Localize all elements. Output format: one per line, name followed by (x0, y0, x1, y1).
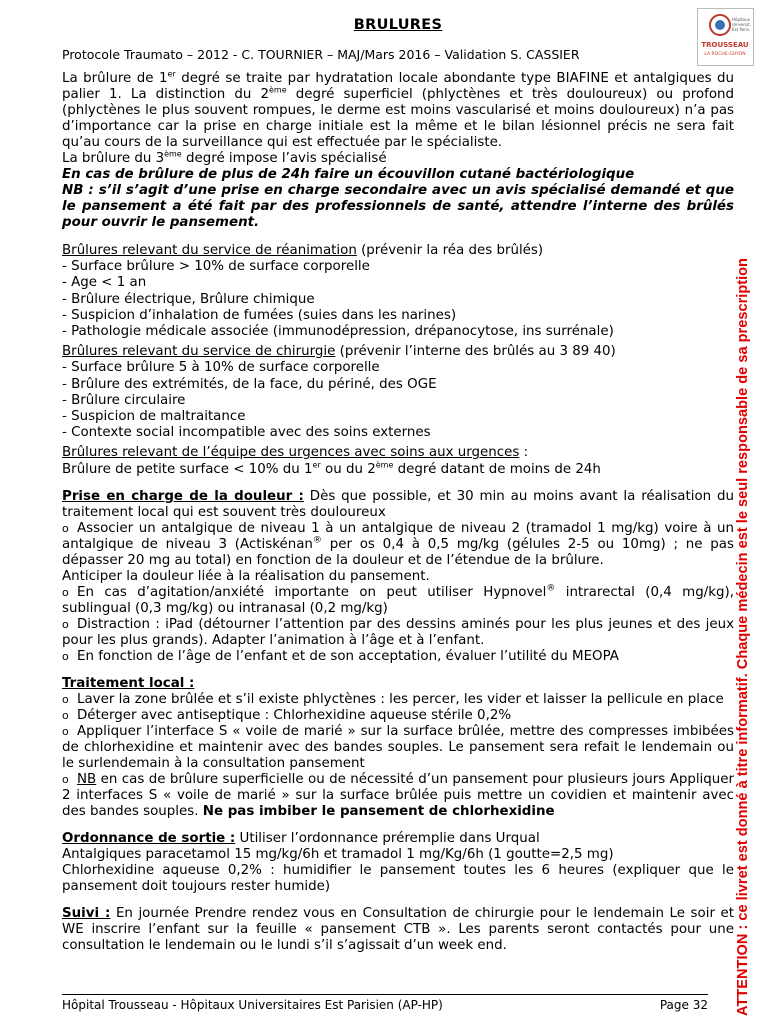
list-item: - Age < 1 an (62, 275, 147, 291)
list-item: - Brûlure des extrémités, de la face, du périné, des OGE (62, 376, 437, 392)
list-item: - Suspicion de maltraitance (62, 409, 246, 425)
list-item: - Suspicion d’inhalation de fumées (suies dans les narines) (62, 307, 457, 323)
local-item: o NB en cas de brûlure superficielle ou de nécessité d’un pansement pour plusieurs jours Appliquer 2 interfaces S « voile de marié » sur la surface brûlée puis mettre un covidien et maintenir avec des bandes souples. Ne pas imbiber le pansement de chlorhexidine (62, 772, 734, 820)
ordonnance-line: Antalgiques paracetamol 15 mg/kg/6h et tramadol 1 mg/Kg/6h (1 goutte=2,5 mg) (62, 847, 614, 863)
footer-hospital: Hôpital Trousseau - Hôpitaux Universitaires Est Parisien (AP-HP) (62, 998, 443, 1012)
douleur-item: o Distraction : iPad (détourner l’attention par des dessins aminés pour les plus jeunes et des jeux pour les plus grands). Adapter l’animation à l’âge et à l’enfant. (62, 616, 734, 648)
page-number: Page 32 (659, 998, 708, 1012)
intro-section (62, 71, 734, 231)
svg-text:Est Paris.: Est Paris. (732, 27, 751, 32)
local-item: o Laver la zone brûlée et s’il existe phlyctènes : les percer, les vider et laisser la pellicule en place (62, 692, 724, 708)
svg-text:Universit.: Universit. (732, 22, 752, 27)
douleur-anticiper: Anticiper la douleur liée à la réalisation du pansement. (62, 568, 430, 584)
page-footer (62, 994, 708, 1012)
chir-heading: Brûlures relevant du service de chirurgie (62, 344, 336, 360)
list-item: - Contexte social incompatible avec des soins externes (62, 425, 431, 441)
douleur-item: o En cas d’agitation/anxiété importante on peut utiliser Hypnovel® intrarectal (0,4 mg/kg), sublingual (0,3 mg/kg) ou intranasal (0,2 mg/kg) (62, 583, 734, 616)
list-item: - Surface brûlure 5 à 10% de surface corporelle (62, 360, 380, 376)
urgences-line: Brûlure de petite surface < 10% du 1er ou du 2ème degré datant de moins de 24h (62, 460, 601, 477)
ordonnance-section: Ordonnance de sortie : Utiliser l’ordonnance préremplie dans Urqual Antalgiques paracetamol 15 mg/kg/6h et tramadol 1 mg/Kg/6h (1 goutte=2,5 mg) Chlorhexidine aqueuse 0,2% : humidifier le pansement toutes les 6 heures (expliquer que le pansement doit toujours rester humide) (62, 831, 734, 895)
third-degree-line: La brûlure du 3ème degré impose l’avis spécialisé (62, 149, 387, 166)
ordonnance-heading: Ordonnance de sortie : (62, 831, 236, 847)
page-title: BRULURES (353, 17, 443, 33)
svg-text:TROUSSEAU: TROUSSEAU (701, 41, 749, 49)
ordonnance-line: Chlorhexidine aqueuse 0,2% : humidifier le pansement toutes les 6 heures (expliquer que le pansement doit toujours rester humide) (62, 863, 734, 895)
chir-section: Brûlures relevant du service de chirurgie (prévenir l’interne des brûlés au 3 89 40) - Surface brûlure 5 à 10% de surface corporelle - Brûlure des extrémités, de la face, du périné, des OGE - Brûlure circulaire - Suspicion de maltraitance - Contexte social incompatible avec des soins externes (62, 344, 734, 441)
traitement-local-section (62, 676, 734, 820)
local-item: o Déterger avec antiseptique : Chlorhexidine aqueuse stérile 0,2% (62, 708, 512, 724)
urgences-section: Brûlures relevant de l’équipe des urgences avec soins aux urgences : Brûlure de petite surface < 10% du 1er ou du 2ème degré datant de moins de 24h (62, 445, 734, 477)
urgences-heading: Brûlures relevant de l’équipe des urgences avec soins aux urgences (62, 445, 520, 461)
suivi-section: Suivi : En journée Prendre rendez vous en Consultation de chirurgie pour le lendemain Le soir et WE inscrire l’enfant sur la feuille « pansement CTB ». Les parents seront contactés pour une consultation le lendemain ou le lundi s’il s’agissait d’un week end. (62, 906, 734, 954)
douleur-item: o Associer un antalgique de niveau 1 à un antalgique de niveau 2 (tramadol 1 mg/kg) voire à un antalgique de niveau 3 (Actiskénan® per os 0,4 à 0,5 mg/kg (gélules 2-5 ou 10mg) ; ne pas dépasser 20 mg au total) en fonction de la douleur et de l’étendue de la brûlure. (62, 520, 734, 568)
list-item: - Pathologie médicale associée (immunodépression, drépanocytose, ins surrénale) (62, 324, 614, 340)
nb-warning: NB : s’il s’agit d’une prise en charge secondaire avec un avis spécialisé demandé et que le pansement a été fait par des professionnels de santé, attendre l’interne des brûlés pour ouvrir le pansement. (62, 183, 734, 230)
list-item: - Brûlure circulaire (62, 392, 186, 408)
intro-paragraph: La brûlure de 1er degré se traite par hydratation locale abondante type BIAFINE et antalgiques du palier 1. La distinction du 2ème degré superficiel (phlyctènes et très douloureux) ou profond (phlyctènes le plus souvent rompues, le derme est moins vascularisé et moins douloureux) n’a pas d’importance car la prise en charge initiale est la même et le bilan lésionnel précis ne sera fait qu’au cours de la surveillance qui est effectuée par le spécialiste. (62, 69, 735, 150)
douleur-item: o En fonction de l’âge de l’enfant et de son acceptation, évaluer l’utilité du MEOPA (62, 648, 619, 664)
local-heading: Traitement local : (62, 675, 195, 691)
local-item: o Appliquer l’interface S « voile de marié » sur la surface brûlée, mettre des compresses imbibées de chlorhexidine et maintenir avec des bandes souples. Le pansement sera refait le lendemain ou le surlendemain à la consultation pansement (62, 724, 734, 772)
swab-warning: En cas de brûlure de plus de 24h faire un écouvillon cutané bactériologique (62, 167, 635, 182)
rea-section: Brûlures relevant du service de réanimation (prévenir la réa des brûlés) - Surface brûlure > 10% de surface corporelle - Age < 1 an - Brûlure électrique, Brûlure chimique - Suspicion d’inhalation de fumées (suies dans les narines) - Pathologie médicale associée (immunodépression, drépanocytose, ins surrénale) (62, 243, 734, 340)
disclaimer-sidebar: ATTENTION : ce livret est donné à titre informatif. Chaque médecin est le seul responsable de sa prescription (735, 258, 751, 1016)
list-item: - Brûlure électrique, Brûlure chimique (62, 291, 315, 307)
rea-heading: Brûlures relevant du service de réanimation (62, 243, 357, 258)
svg-text:Hôpitaux: Hôpitaux (732, 17, 751, 22)
protocol-line: Protocole Traumato – 2012 - C. TOURNIER – MAJ/Mars 2016 – Validation S. CASSIER (62, 47, 580, 62)
document-page (62, 14, 734, 954)
douleur-section: Prise en charge de la douleur : Dès que possible, et 30 min au moins avant la réalisation du traitement local qui est souvent très douloureux o Associer un antalgique de niveau 1 à un antalgique de niveau 2 (tramadol 1 mg/kg) voire à un antalgique de niveau 3 (Actiskénan® per os 0,4 à 0,5 mg/kg (gélules 2-5 ou 10mg) ; ne pas dépasser 20 mg au total) en fonction de la douleur et de l’étendue de la brûlure. Anticiper la douleur liée à la réalisation du pansement. o En cas d’agitation/anxiété importante on peut utiliser Hypnovel® intrarectal (0,4 mg/kg), sublingual (0,3 mg/kg) ou intranasal (0,2 mg/kg) o Distraction : iPad (détourner l’attention par des dessins aminés pour les plus jeunes et des jeux pour les plus grands). Adapter l’animation à l’âge et à l’enfant. o En fonction de l’âge de l’enfant et de son acceptation, évaluer l’utilité du MEOPA (62, 488, 735, 664)
douleur-heading: Prise en charge de la douleur : (62, 488, 304, 504)
svg-text:LA ROCHE-GUYON: LA ROCHE-GUYON (704, 52, 746, 57)
suivi-heading: Suivi : (62, 906, 111, 922)
list-item: - Surface brûlure > 10% de surface corporelle (62, 259, 370, 275)
